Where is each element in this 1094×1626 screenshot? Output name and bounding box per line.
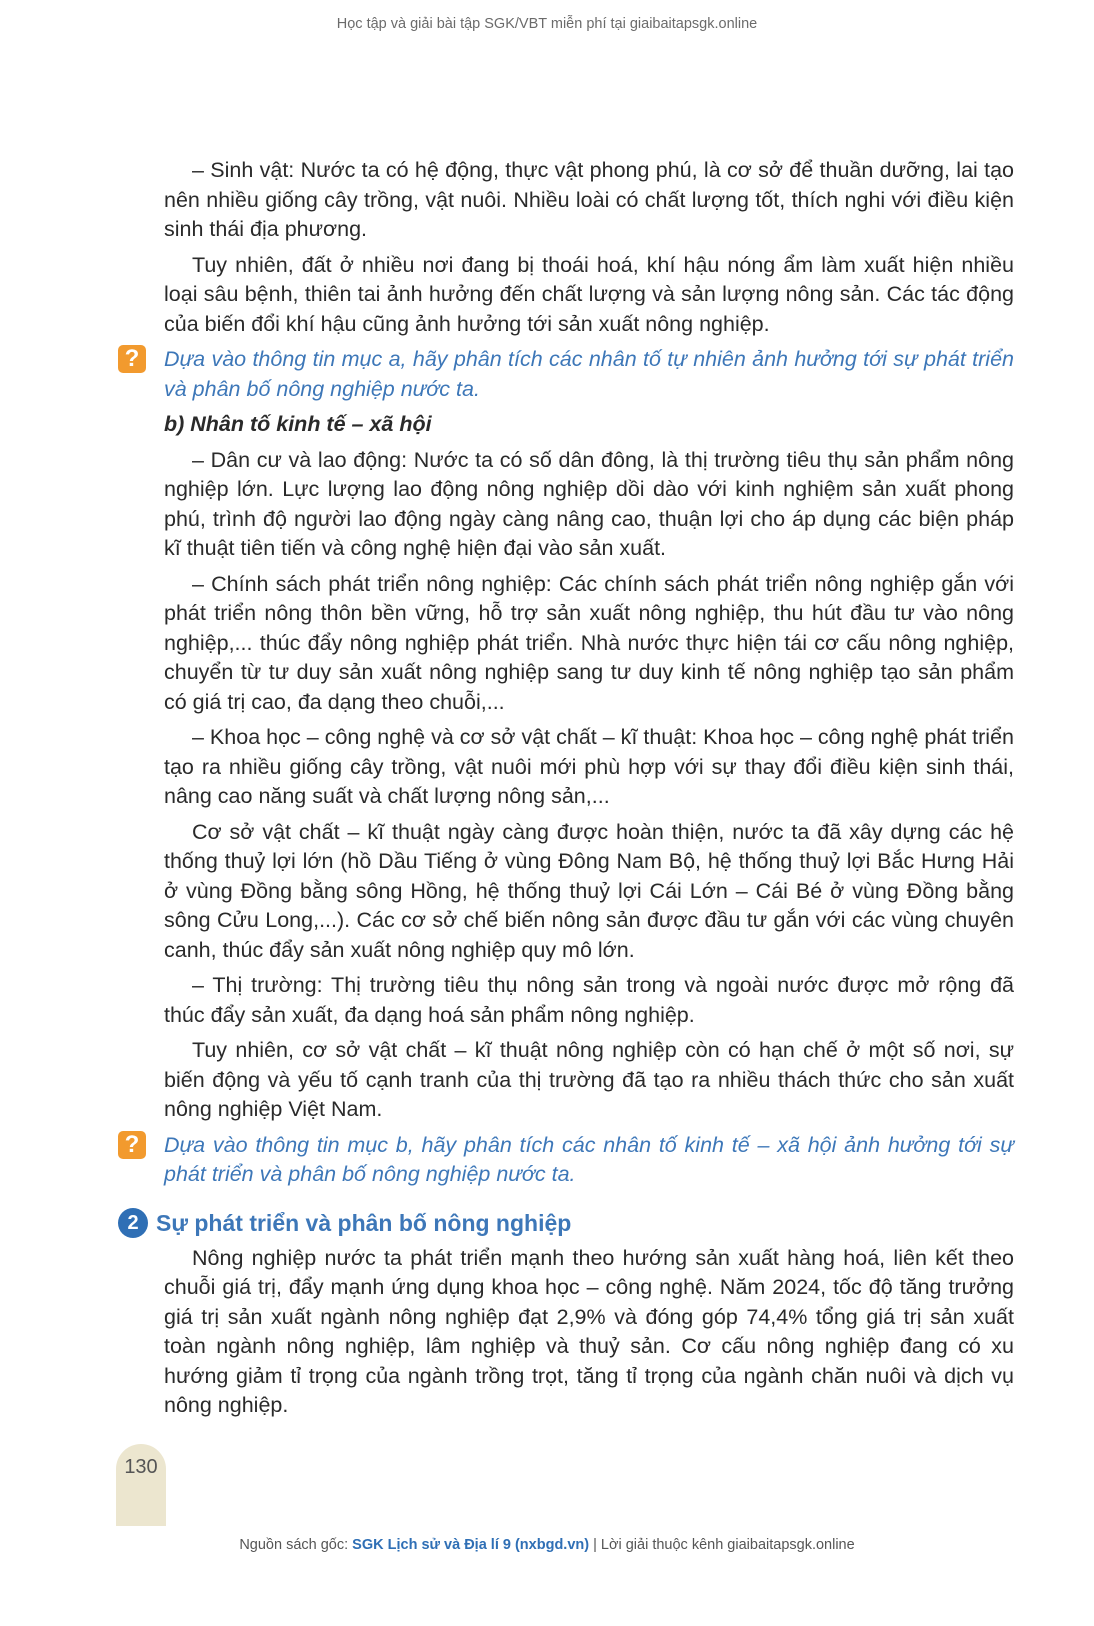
- question-a: [124, 345, 1014, 404]
- paragraph-thi-truong: – Thị trường: Thị trường tiêu thụ nông sản trong và ngoài nước được mở rộng đã thúc đẩy sản xuất, đa dạng hoá sản phẩm nông nghiệp.: [164, 973, 1014, 1027]
- site-header: Học tập và giải bài tập SGK/VBT miễn phí tại giaibaitapsgk.online: [336, 16, 758, 32]
- subheading-b: b) Nhân tố kinh tế – xã hội: [164, 412, 432, 436]
- section-2-heading: [127, 1208, 1014, 1238]
- question-b: [124, 1130, 1014, 1190]
- paragraph-phat-trien: Nông nghiệp nước ta phát triển mạnh theo hướng sản xuất hàng hoá, liên kết theo chuỗi giá trị, đẩy mạnh ứng dụng khoa học – công nghệ. Năm 2024, tốc độ tăng trưởng giá trị sản xuất ngành nông nghiệp đạt 2,9% và đóng góp 74,4% tổng giá trị sản xuất toàn ngành nông nghiệp, lâm nghiệp và thuỷ sản. Cơ cấu nông nghiệp đang có xu hướng giảm tỉ trọng của ngành trồng trọt, tăng tỉ trọng của ngành chăn nuôi và dịch vụ nông nghiệp.: [164, 1245, 1014, 1417]
- section-number-badge: 2: [118, 1208, 148, 1238]
- paragraph-tuy-nhien-1: Tuy nhiên, đất ở nhiều nơi đang bị thoái hoá, khí hậu nóng ẩm làm xuất hiện nhiều loại sâu bệnh, thiên tai ảnh hưởng đến chất lượng và sản lượng nông sản. Các tác động của biến đổi khí hậu cũng ảnh hưởng tới sản xuất nông nghiệp.: [164, 252, 1014, 336]
- page-number: 130: [124, 1456, 158, 1478]
- footer-prefix: Nguồn sách gốc:: [239, 1537, 353, 1553]
- page-content: [124, 156, 1014, 1427]
- paragraph-tuy-nhien-2: Tuy nhiên, cơ sở vật chất – kĩ thuật nông nghiệp còn có hạn chế ở một số nơi, sự biến động và yếu tố cạnh tranh của thị trường đã tạo ra nhiều thách thức cho sản xuất nông nghiệp Việt Nam.: [164, 1038, 1014, 1121]
- paragraph-khoa-hoc: – Khoa học – công nghệ và cơ sở vật chất – kĩ thuật: Khoa học – công nghệ phát triển tạo ra nhiều giống cây trồng, vật nuôi mới phù hợp với sự thay đổi điều kiện sinh thái, nâng cao năng suất và chất lượng nông sản,...: [164, 725, 1014, 808]
- paragraph-sinh-vat: – Sinh vật: Nước ta có hệ động, thực vật phong phú, là cơ sở để thuần dưỡng, lai tạo nên nhiều giống cây trồng, vật nuôi. Nhiều loài có chất lượng tốt, thích nghi với điều kiện sinh thái địa phương.: [164, 158, 1014, 241]
- section-2-title: Sự phát triển và phân bố nông nghiệp: [156, 1209, 572, 1236]
- paragraph-dan-cu: – Dân cư và lao động: Nước ta có số dân đông, là thị trường tiêu thụ sản phẩm nông nghiệp lớn. Lực lượng lao động nông nghiệp dồi dào với kinh nghiệm sản xuất phong phú, trình độ người lao động ngày càng nâng cao, thuận lợi cho áp dụng các biện pháp kĩ thuật tiên tiến và công nghệ hiện đại vào sản xuất.: [164, 447, 1014, 560]
- question-mark-icon: ?: [118, 345, 146, 373]
- question-mark-icon: ?: [118, 1131, 146, 1159]
- question-a-text: Dựa vào thông tin mục a, hãy phân tích các nhân tố tự nhiên ảnh hưởng tới sự phát triển và phân bố nông nghiệp nước ta.: [164, 347, 1014, 401]
- footer: [0, 1537, 1094, 1553]
- paragraph-co-so-vat-chat: Cơ sở vật chất – kĩ thuật ngày càng được hoàn thiện, nước ta đã xây dựng các hệ thống thuỷ lợi lớn (hồ Dầu Tiếng ở vùng Đông Nam Bộ, hệ thống thuỷ lợi Bắc Hưng Hải ở vùng Đồng bằng sông Hồng, hệ thống thuỷ lợi Cái Lớn – Cái Bé ở vùng Đồng bằng sông Cửu Long,...). Các cơ sở chế biến nông sản được đầu tư gắn với các vùng chuyên canh, thúc đẩy sản xuất nông nghiệp quy mô lớn.: [164, 819, 1014, 962]
- paragraph-chinh-sach: – Chính sách phát triển nông nghiệp: Các chính sách phát triển nông nghiệp gắn với phát triển nông thôn bền vững, hỗ trợ sản xuất nông nghiệp, thu hút đầu tư vào nông nghiệp,... thúc đẩy nông nghiệp phát triển. Nhà nước thực hiện tái cơ cấu nông nghiệp, chuyển từ tư duy sản xuất nông nghiệp sang tư duy kinh tế nông nghiệp tạo sản phẩm có giá trị cao, đa dạng theo chuỗi,...: [164, 571, 1014, 714]
- footer-source-link[interactable]: SGK Lịch sử và Địa lí 9 (nxbgd.vn): [352, 1537, 590, 1553]
- question-b-text: Dựa vào thông tin mục b, hãy phân tích các nhân tố kinh tế – xã hội ảnh hưởng tới sự phát triển và phân bố nông nghiệp nước ta.: [164, 1132, 1014, 1186]
- footer-suffix: | Lời giải thuộc kênh giaibaitapsgk.online: [589, 1537, 855, 1553]
